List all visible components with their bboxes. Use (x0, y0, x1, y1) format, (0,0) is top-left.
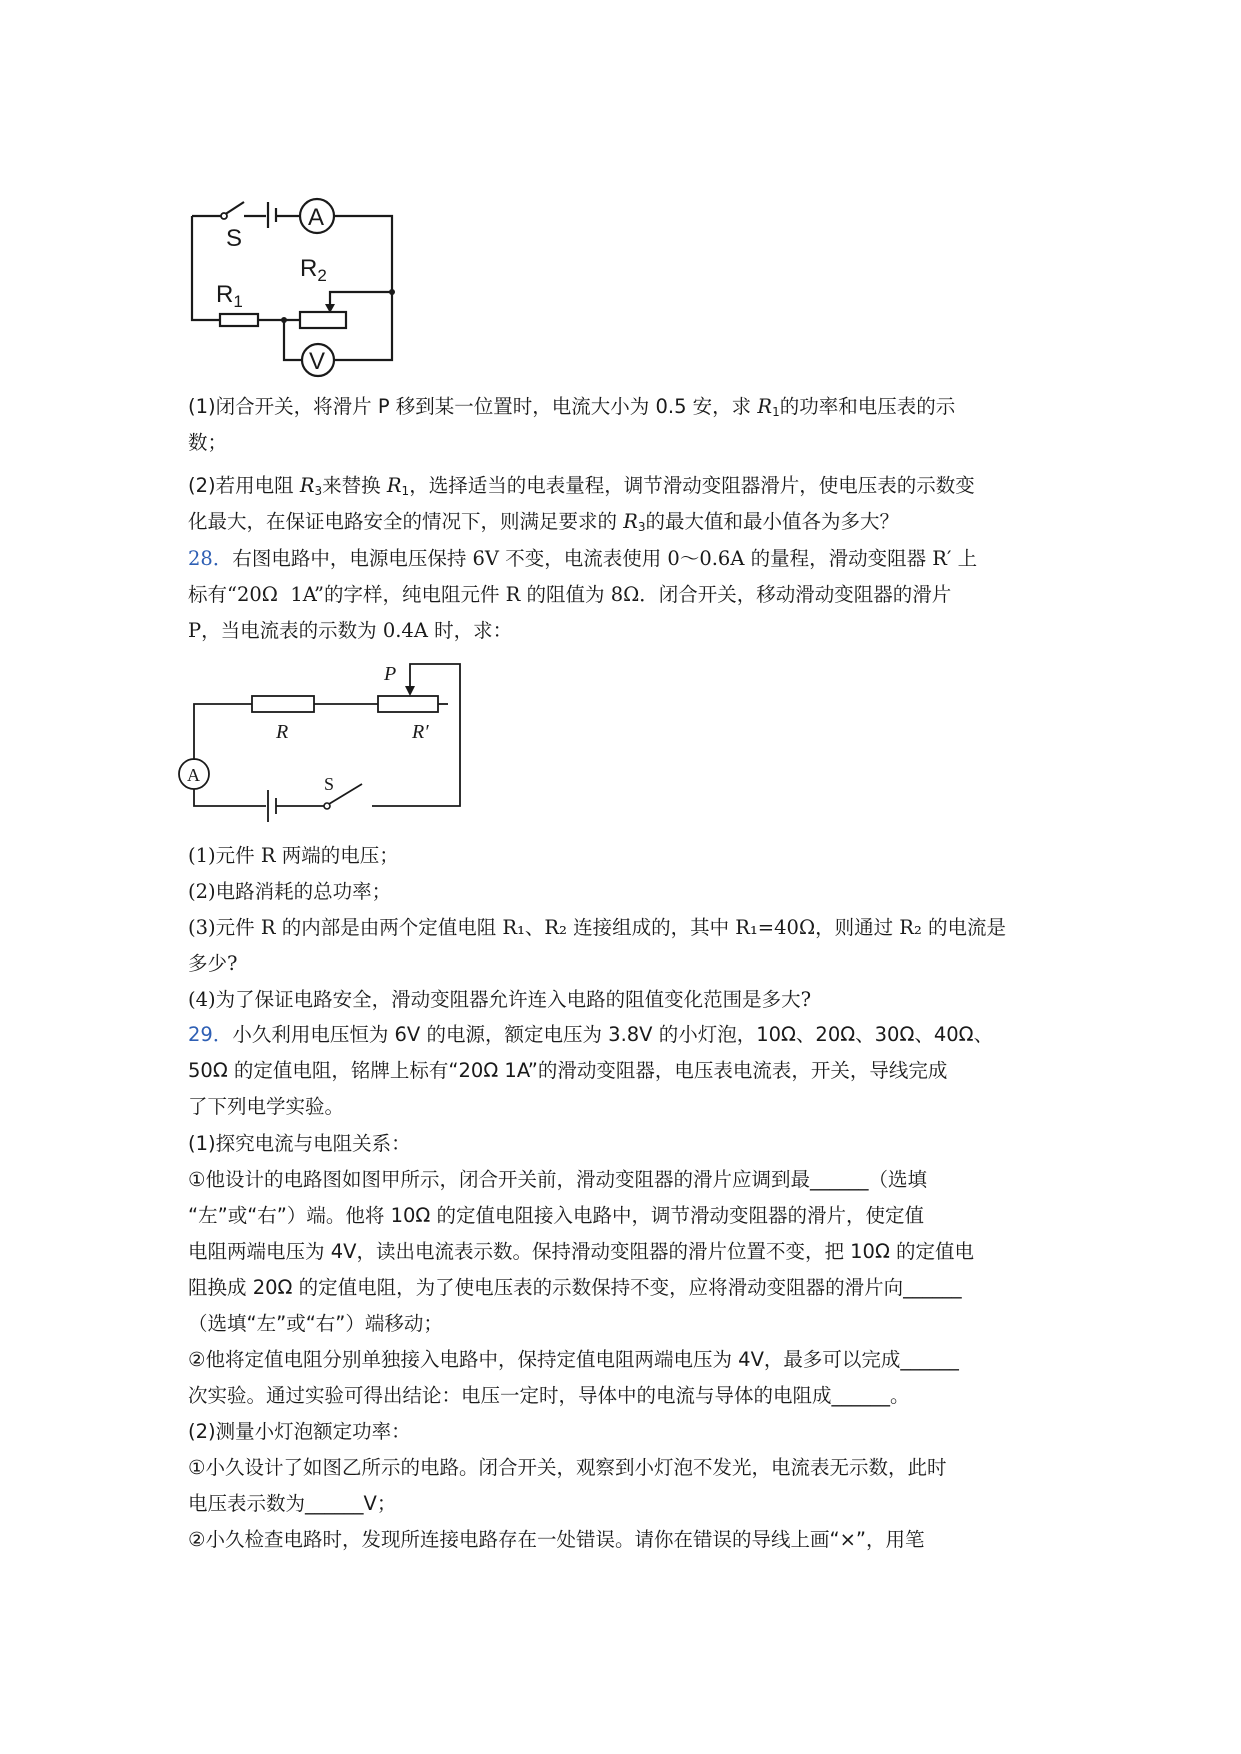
q28-sub4: (4)为了保证电路安全，滑动变阻器允许连入电路的阻值变化范围是多大? (188, 988, 812, 1011)
circuit-diagram-2 (186, 660, 466, 830)
rheostat-r-prime (378, 696, 438, 712)
switch-label: S (226, 225, 243, 252)
q29-a-line3: 电阻两端电压为 4V，读出电流表示数。保持滑动变阻器的滑片位置不变，把 10Ω 的定值电 (188, 1240, 975, 1263)
q29-a-line5: （选填“左”或“右”）端移动； (188, 1312, 443, 1335)
q28-sub3-line2: 多少? (188, 952, 238, 975)
q27-part2-line2: 化最大，在保证电路安全的情况下，则满足要求的 $R_3$的最大值和最小值各为多大？ (188, 510, 900, 534)
resistor-r1 (220, 314, 258, 326)
q29-heading1: (1)探究电流与电阻关系： (188, 1132, 411, 1155)
ammeter-label: A (308, 204, 325, 231)
q28-line3: P，当电流表的示数为 0.4A 时，求： (188, 619, 513, 642)
q28-line2: 标有“20Ω 1A”的字样，纯电阻元件 R 的阻值为 8Ω．闭合开关，移动滑动变阻器的滑片 (188, 583, 952, 606)
q28-number: 28． (188, 547, 233, 570)
q28-sub3-line1: (3)元件 R 的内部是由两个定值电阻 R₁、R₂ 连接组成的，其中 R₁=40Ω，则通过 R₂ 的电流是 (188, 916, 1007, 939)
q29-a-line4: 阻换成 20Ω 的定值电阻，为了使电压表的示数保持不变，应将滑动变阻器的滑片向______ (188, 1276, 962, 1299)
q29-line2: 50Ω 的定值电阻，铭牌上标有“20Ω 1A”的滑动变阻器，电压表电流表，开关，导线完成 (188, 1059, 948, 1082)
slider-p-label: P (384, 663, 397, 685)
q28-sub1: (1)元件 R 两端的电压； (188, 844, 399, 867)
circuit-diagram-1 (188, 198, 408, 375)
q27-part1-line1: (1)闭合开关，将滑片 P 移到某一位置时，电流大小为 0.5 安，求 $R_1$的功率和电压表的示 (188, 395, 956, 419)
q29-heading2: (2)测量小灯泡额定功率： (188, 1420, 411, 1443)
q28-sub2: (2)电路消耗的总功率； (188, 880, 392, 903)
q27-part1-line2: 数； (188, 431, 228, 454)
voltmeter-label: V (309, 348, 326, 375)
r1-label: $R_1$ (216, 281, 243, 311)
rheostat-r2 (300, 312, 346, 328)
q27-part2-line1: (2)若用电阻 $R_3$来替换 $R_1$，选择适当的电表量程，调节滑动变阻器滑片，使电压表的示数变 (188, 474, 975, 498)
resistor-r (252, 696, 314, 712)
slider-p-arrow (405, 686, 415, 696)
q29-number: 29． (188, 1023, 233, 1046)
q29-c-line1: ①小久设计了如图乙所示的电路。闭合开关，观察到小灯泡不发光，电流表无示数，此时 (188, 1456, 947, 1479)
switch-blade (224, 202, 244, 215)
q29-line3: 了下列电学实验。 (188, 1095, 345, 1118)
ammeter-label: A (187, 765, 200, 785)
q28-line1: 28．右图电路中，电源电压保持 6V 不变，电流表使用 0～0.6A 的量程，滑动变阻器 R′ 上 (188, 547, 978, 570)
q29-a-line1: ①他设计的电路图如图甲所示，闭合开关前，滑动变阻器的滑片应调到最______（选填 (188, 1168, 927, 1191)
q29-b-line1: ②他将定值电阻分别单独接入电路中，保持定值电阻两端电压为 4V，最多可以完成______ (188, 1348, 959, 1371)
switch-label: S (324, 774, 335, 794)
q29-c-line2: 电压表示数为______V； (188, 1492, 397, 1515)
q29-a-line2: “左”或“右”）端。他将 10Ω 的定值电阻接入电路中，调节滑动变阻器的滑片，使定值 (188, 1204, 925, 1227)
r-label: R (276, 721, 289, 743)
r-prime-label: R′ (412, 721, 429, 743)
q29-d-line1: ②小久检查电路时，发现所连接电路存在一处错误。请你在错误的导线上画“×”，用笔 (188, 1528, 925, 1551)
r2-label: $R_2$ (300, 255, 327, 285)
q29-line1: 29．小久利用电压恒为 6V 的电源，额定电压为 3.8V 的小灯泡，10Ω、20Ω、30Ω、40Ω、 (188, 1023, 994, 1046)
q29-b-line2: 次实验。通过实验可得出结论：电压一定时，导体中的电流与导体的电阻成______。 (188, 1384, 910, 1407)
